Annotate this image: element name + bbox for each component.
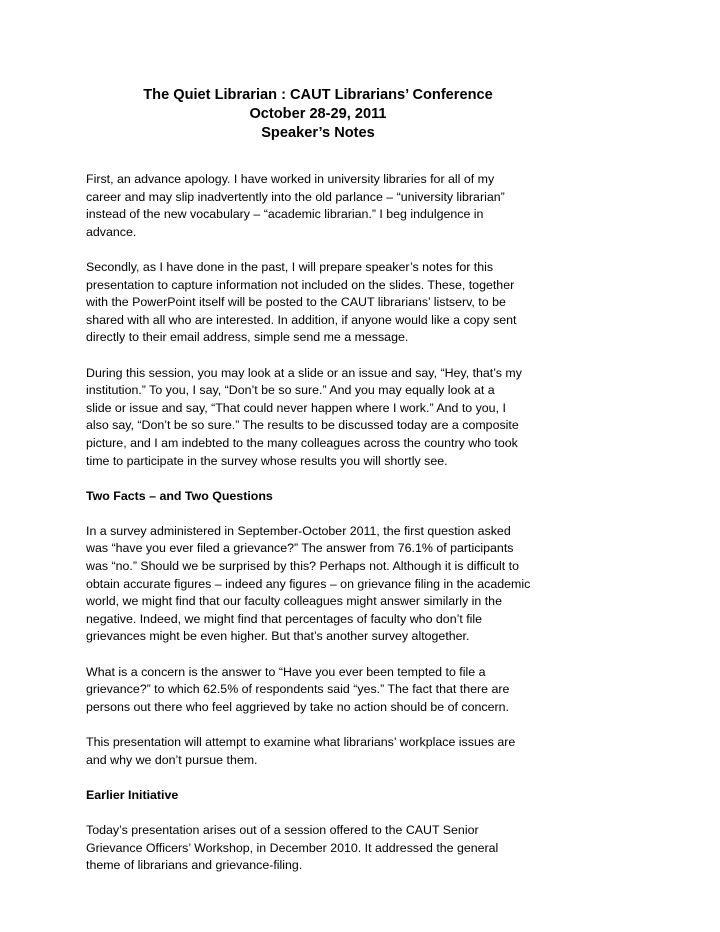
text-line: with the PowerPoint itself will be posted to the CAUT librarians’ listserv, to be	[86, 295, 506, 310]
text-line: shared with all who are interested. In addition, if anyone would like a copy sent	[86, 312, 517, 327]
text-line: was “no.” Should we be surprised by this? Perhaps not. Although it is difficult to	[86, 559, 519, 574]
paragraph-session	[86, 365, 556, 471]
text-line: grievance?” to which 62.5% of respondents said “yes.” The fact that there are	[86, 682, 510, 697]
paragraph-survey	[86, 523, 556, 646]
text-line: institution.” To you, I say, “Don’t be so sure.” And you may equally look at a	[86, 383, 495, 398]
section-heading-earlier-initiative: Earlier Initiative	[86, 787, 179, 802]
text-line: presentation to capture information not included on the slides. These, together	[86, 277, 515, 292]
text-line: also say, “Don’t be so sure.” The results to be discussed today are a composite	[86, 418, 519, 433]
text-line: First, an advance apology. I have worked in university libraries for all of my	[86, 172, 495, 186]
text-line: In a survey administered in September-October 2011, the first question asked	[86, 523, 511, 538]
document-title	[86, 86, 550, 143]
text-line: Secondly, as I have done in the past, I will prepare speaker’s notes for this	[86, 259, 494, 274]
paragraph-origin	[86, 822, 556, 875]
text-line: time to participate in the survey whose results you will shortly see.	[86, 453, 448, 468]
paragraph-apology	[86, 171, 556, 241]
title-date: October 28-29, 2011	[249, 106, 387, 122]
title-line: The Quiet Librarian : CAUT Librarians’ Conference	[143, 87, 493, 103]
text-line: persons out there who feel aggrieved by take no action should be of concern.	[86, 699, 509, 714]
text-line: slide or issue and say, “That could never happen where I work.” And to you, I	[86, 400, 506, 415]
document-body	[86, 171, 556, 892]
text-line: was “have you ever filed a grievance?” The answer from 76.1% of participants	[86, 541, 514, 556]
paragraph-speaker-notes	[86, 259, 556, 347]
text-line: What is a concern is the answer to “Have you ever been tempted to file a	[86, 664, 486, 679]
text-line: directly to their email address, simple send me a message.	[86, 330, 409, 345]
text-line: Grievance Officers’ Workshop, in December 2010. It addressed the general	[86, 840, 499, 855]
text-line: grievances might be even higher. But that’s another survey altogether.	[86, 629, 470, 644]
text-line: world, we might find that our faculty colleagues might answer similarly in the	[86, 594, 502, 609]
text-line: This presentation will attempt to examine what librarians’ workplace issues are	[86, 735, 516, 749]
text-line: instead of the new vocabulary – “academic librarian.” I beg indulgence in	[86, 207, 484, 222]
text-line: negative. Indeed, we might find that percentages of faculty who don’t file	[86, 611, 483, 626]
paragraph-concern	[86, 664, 556, 717]
section-heading-two-facts: Two Facts – and Two Questions	[86, 488, 273, 503]
text-line: theme of librarians and grievance-filing.	[86, 858, 303, 873]
text-line: career and may slip inadvertently into the old parlance – “university librarian”	[86, 189, 505, 204]
text-line: obtain accurate figures – indeed any figures – on grievance filing in the academic	[86, 576, 531, 591]
title-subtitle: Speaker’s Notes	[261, 125, 375, 141]
text-line: Today’s presentation arises out of a session offered to the CAUT Senior	[86, 822, 479, 837]
text-line: and why we don’t pursue them.	[86, 752, 258, 767]
text-line: advance.	[86, 224, 137, 239]
text-line: picture, and I am indebted to the many colleagues across the country who took	[86, 435, 518, 450]
text-line: During this session, you may look at a slide or an issue and say, “Hey, that’s my	[86, 365, 522, 380]
paragraph-presentation-aim	[86, 734, 556, 769]
